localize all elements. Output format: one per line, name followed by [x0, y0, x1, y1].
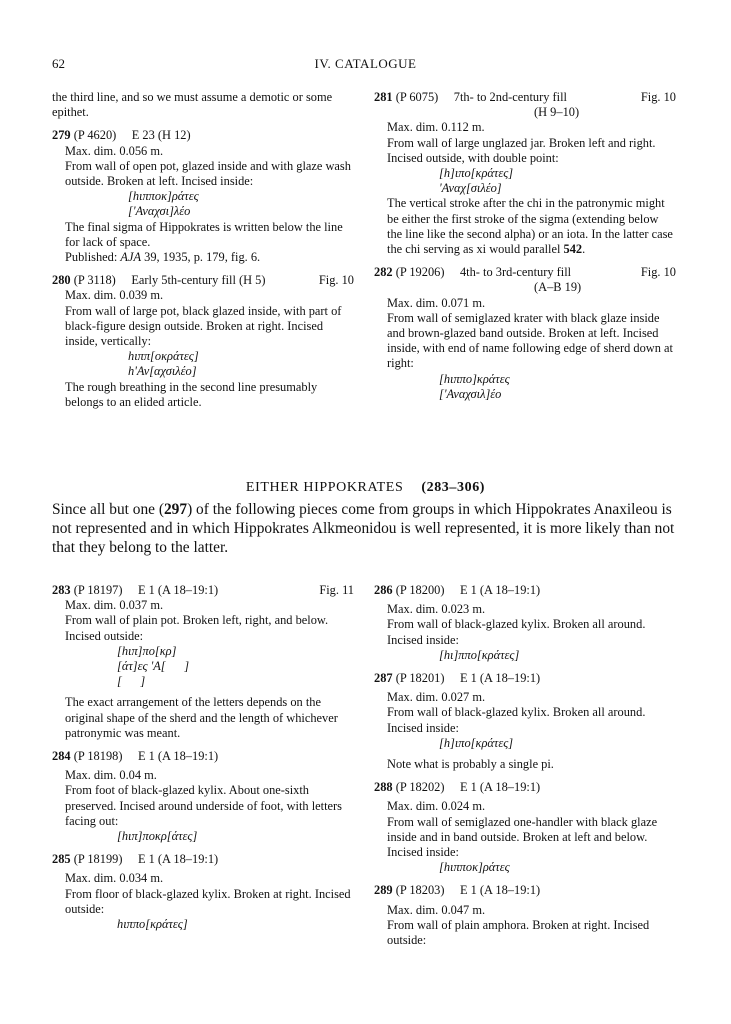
section-intro: [52, 500, 678, 557]
entry-number: 284: [52, 749, 71, 764]
context: E 1 (A 18–19:1): [459, 671, 541, 686]
inscription-line: [άτ]ες 'Α[ ]: [117, 659, 190, 674]
entry-number: 285: [52, 852, 71, 867]
entry-279-head: [52, 128, 354, 143]
entry-number: 288: [374, 780, 393, 795]
inscription-line: 'Αναχ[σιλέο]: [439, 181, 502, 196]
description: From wall of plain pot. Broken left, right, and below. Incised outside:: [65, 613, 329, 643]
publication-label: Published:: [65, 250, 121, 265]
entry-280-head: [52, 273, 354, 288]
inscription-line: [ ]: [117, 674, 146, 689]
entry-288-head: [374, 780, 676, 795]
commentary: Note what is probably a single pi.: [387, 757, 554, 772]
max-dim: Max. dim. 0.027 m.: [387, 690, 486, 705]
inscription-line: [hιπποκ]ράτες: [128, 189, 199, 204]
entry-287-head: [374, 671, 676, 686]
entry-285-head: [52, 852, 354, 867]
commentary-end: .: [582, 242, 586, 257]
inscription-line: hιππ[οκράτες]: [128, 349, 199, 364]
journal: AJA: [120, 250, 142, 265]
description: From wall of open pot, glazed inside and with glaze wash outside. Broken at left. Incised inside:: [65, 158, 351, 189]
entry-281-head: [374, 90, 676, 120]
context: 4th- to 3rd-century fill: [459, 265, 572, 280]
description: From wall of semiglazed one-handler with black glaze inside and in band outside. Broken at left and below. Incised inside:: [387, 814, 658, 860]
commentary: The rough breathing in the second line presumably belongs to an elided article.: [65, 379, 318, 409]
description: From wall of large unglazed jar. Broken left and right. Incised outside, with double point:: [387, 135, 656, 165]
entry-283-head: [52, 583, 354, 598]
inscription-line: hιππο[κράτες]: [117, 917, 188, 932]
inventory-number: (P 18199): [73, 852, 123, 867]
max-dim: Max. dim. 0.056 m.: [65, 143, 164, 158]
inscription-line: [hιππο]κράτες: [439, 371, 510, 386]
entry-number: 282: [374, 265, 393, 280]
context: E 1 (A 18–19:1): [137, 583, 219, 597]
max-dim: Max. dim. 0.023 m.: [387, 602, 486, 617]
commentary: The exact arrangement of the letters depends on the original shape of the sherd and the length of whichever patronymic was meant.: [65, 695, 338, 740]
inventory-number: (P 18202): [395, 780, 445, 795]
inventory-number: (P 18201): [395, 671, 445, 686]
max-dim: Max. dim. 0.071 m.: [387, 295, 486, 310]
figure-ref: Fig. 10: [640, 90, 676, 104]
commentary: [374, 196, 676, 257]
max-dim: Max. dim. 0.037 m.: [65, 598, 164, 613]
inscription-line: [hι]ππο[κράτες]: [439, 647, 520, 662]
entry-283-body: [52, 598, 354, 689]
description: From wall of semiglazed krater with black glaze inside and brown-glazed band outside. Broken at left. Incised inside, with end of name following edge of sherd down at right:: [387, 310, 673, 371]
inventory-number: (P 18200): [395, 583, 445, 597]
context: 7th- to 2nd-century fill: [453, 90, 567, 104]
entry-289-head: [374, 883, 676, 898]
right-column-top: [374, 90, 676, 402]
inventory-number: (P 4620): [73, 128, 117, 143]
entry-number: 281: [374, 90, 393, 104]
max-dim: Max. dim. 0.112 m.: [387, 120, 485, 135]
inventory-number: (P 19206): [395, 265, 445, 280]
max-dim: Max. dim. 0.047 m.: [387, 902, 486, 917]
inventory-number: (P 18198): [73, 749, 123, 764]
entry-289-body: [374, 903, 676, 949]
inventory-number: (P 6075): [395, 90, 439, 104]
continued-text: the third line, and so we must assume a demotic or some epithet.: [52, 90, 333, 120]
inscription-line: ['Αναχσι]λέο: [128, 204, 191, 219]
description: From wall of plain amphora. Broken at right. Incised outside:: [387, 917, 650, 948]
left-column-bottom: [52, 583, 354, 932]
max-dim: Max. dim. 0.039 m.: [65, 288, 164, 303]
entry-number: 287: [374, 671, 393, 686]
inventory-number: (P 18203): [395, 883, 445, 898]
description: From foot of black-glazed kylix. About one-sixth preserved. Incised around underside of foot, with letters facing out:: [65, 783, 342, 828]
figure-ref: Fig. 10: [640, 265, 676, 280]
context: E 23 (H 12): [131, 128, 191, 143]
description: From wall of black-glazed kylix. Broken all around. Incised inside:: [387, 617, 646, 647]
context: E 1 (A 18–19:1): [459, 883, 541, 898]
figure-ref: Fig. 10: [318, 273, 354, 288]
inscription-line: h'Αν[αχσιλέο]: [128, 364, 197, 379]
entry-286-head: [374, 583, 676, 598]
commentary: The final sigma of Hippokrates is written below the line for lack of space.: [65, 219, 343, 249]
entry-number: 280: [52, 273, 71, 288]
intro-text-end: ) of the following pieces come from groups in which Hippokrates Anaxileou is not represented and in which Hippokrates Alkmeonidou is well represented, it is more likely than not that they belong to the latter.: [52, 501, 675, 556]
intro-text: Since all but one (: [52, 501, 164, 518]
cross-reference: 297: [163, 501, 188, 518]
entry-284-head: [52, 749, 354, 764]
cross-reference: 542: [563, 242, 583, 257]
publication-ref: 39, 1935, p. 179, fig. 6.: [141, 250, 261, 265]
context-grid: (H 9–10): [534, 105, 580, 120]
section-range: (283–306): [421, 480, 486, 495]
inscription-line: [hιπποκ]ράτες: [439, 860, 510, 875]
entry-288-body: [374, 799, 676, 875]
entry-284-body: [52, 768, 354, 844]
entry-number: 279: [52, 128, 71, 143]
inscription-line: [h]ιπο[κράτες]: [439, 166, 514, 181]
context-grid: (A–B 19): [534, 280, 582, 295]
entry-282-head: [374, 265, 676, 295]
entry-279-body: [52, 144, 354, 220]
inventory-number: (P 3118): [73, 273, 116, 288]
inscription-line: ['Αναχσιλ]έο: [439, 386, 502, 401]
description: From wall of large pot, black glazed inside, with part of black-figure design outside. Broken at right. Incised inside, vertically:: [65, 303, 342, 349]
commentary-text: The vertical stroke after the chi in the patronymic might be either the first stroke of the sigma (extending below the line like the second alpha) or an iota. In the latter case the chi serving as xi would parallel: [387, 196, 673, 257]
inscription-line: [h]ιπο[κράτες]: [439, 735, 514, 750]
entry-number: 286: [374, 583, 393, 597]
publication: [52, 250, 354, 265]
entry-number: 289: [374, 883, 393, 898]
inscription-line: [hιπ]ποκρ[άτες]: [117, 829, 198, 844]
entry-285-body: [52, 871, 354, 932]
page-header: [0, 56, 731, 74]
inventory-number: (P 18197): [73, 583, 123, 597]
context: E 1 (A 18–19:1): [137, 749, 219, 764]
context: E 1 (A 18–19:1): [459, 583, 541, 597]
context: E 1 (A 18–19:1): [137, 852, 219, 867]
description: From floor of black-glazed kylix. Broken at right. Incised outside:: [65, 886, 351, 916]
inscription-line: [hιπ]πο[κρ]: [117, 643, 177, 658]
page-number: 62: [52, 56, 65, 71]
max-dim: Max. dim. 0.024 m.: [387, 799, 486, 814]
section-title: EITHER HIPPOKRATES: [245, 480, 404, 495]
entry-280-body: [52, 288, 354, 379]
max-dim: Max. dim. 0.034 m.: [65, 871, 164, 886]
entry-287-body: [374, 690, 676, 751]
max-dim: Max. dim. 0.04 m.: [65, 768, 157, 783]
entry-286-body: [374, 602, 676, 663]
section-heading: [0, 480, 731, 496]
context: E 1 (A 18–19:1): [459, 780, 541, 795]
figure-ref: Fig. 11: [319, 583, 354, 597]
running-head: IV. CATALOGUE: [314, 56, 417, 71]
entry-281-body: [374, 120, 676, 196]
entry-282-body: [374, 296, 676, 402]
right-column-bottom: [374, 583, 676, 948]
context: Early 5th-century fill (H 5): [131, 273, 266, 288]
left-column-top: [52, 90, 354, 410]
description: From wall of black-glazed kylix. Broken all around. Incised inside:: [387, 705, 646, 735]
entry-number: 283: [52, 583, 71, 597]
